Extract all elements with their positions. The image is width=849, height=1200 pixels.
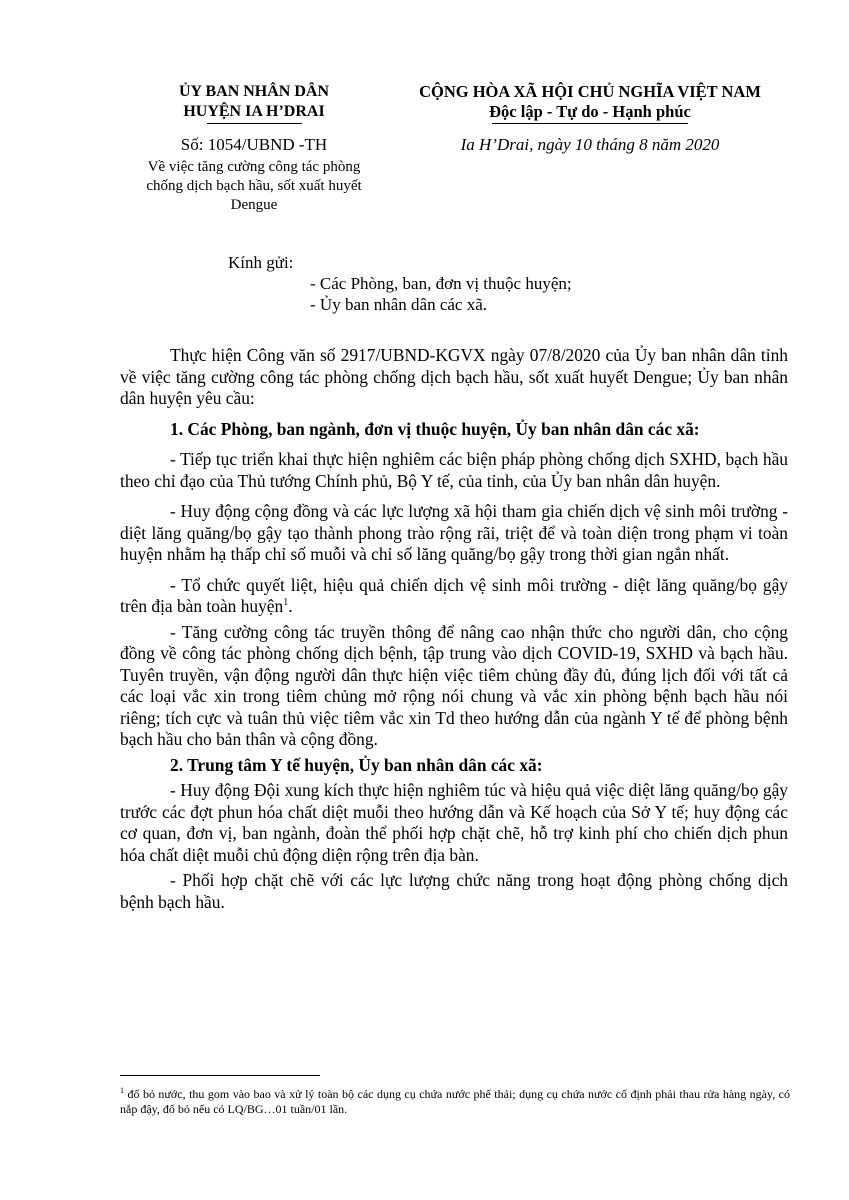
document-body (120, 345, 788, 922)
document-number (118, 135, 390, 155)
paragraph-end: . (288, 596, 293, 616)
footnote-mark: 1 (120, 1086, 124, 1095)
date-suffix: năm 2020 (647, 135, 720, 154)
agency-name-line2: HUYỆN IA H’DRAI (183, 103, 325, 120)
section-1-paragraph: - Tăng cường công tác truyền thông để nâng cao nhận thức cho người dân, cho cộng đồng về công tác phòng chống dịch bệnh, tập trung vào dịch COVID-19, SXHD và bạch hầu. Tuyên truyền, vận động người dân thực hiện việc tiêm chủng đầy đủ, đúng lịch đối với tất cả các loại vắc xin trong tiêm chủng mở rộng nói chung và vắc xin phòng bệnh bạch hầu nói riêng; tích cực và tuân thủ việc tiêm vắc xin Td theo hướng dẫn của ngành Y tế để phòng bệnh bạch hầu cho bản thân và cộng đồng. (120, 621, 788, 749)
date-month: 8 (639, 135, 648, 154)
section-1-paragraph: - Huy động cộng đồng và các lực lượng xã hội tham gia chiến dịch vệ sinh môi trường - diệt lăng quăng/bọ gậy tạo thành phong trào rộng rãi, triệt để và toàn diện trong phạm vi toàn huyện nhằm hạ thấp chỉ số muỗi và chỉ số lăng quăng/bọ gậy trong thời gian ngắn nhất. (120, 501, 788, 564)
issue-date (385, 135, 795, 155)
recipients-block (228, 252, 572, 315)
footnote-reference[interactable]: 1 (283, 597, 289, 609)
paragraph-text: - Tổ chức quyết liệt, hiệu quả chiến dịch vệ sinh môi trường - diệt lăng quăng/bọ gậy trên địa bàn toàn huyện (120, 574, 788, 616)
document-number-prefix: Số: (180, 135, 208, 154)
issuing-agency-block (118, 82, 390, 215)
section-1-paragraph (120, 575, 788, 618)
document-subject: Về việc tăng cường công tác phòng chống dịch bạch hầu, sốt xuất huyết Dengue (146, 159, 362, 213)
section-2-paragraph: - Huy động Đội xung kích thực hiện nghiêm túc và hiệu quả việc diệt lăng quăng/bọ gậy trước các đợt phun hóa chất diệt muỗi theo hướng dẫn và Kế hoạch của Sở Y tế; huy động các cơ quan, đơn vị, ban ngành, đoàn thể phối hợp chặt chẽ, hỗ trợ kinh phí cho chiến dịch phun hóa chất diệt muỗi chủ động diện rộng trên địa bàn. (120, 780, 788, 865)
section-2-paragraph: - Phối hợp chặt chẽ với các lực lượng chức năng trong hoạt động phòng chống dịch bệnh bạch hầu. (120, 870, 788, 912)
national-header-block (385, 82, 795, 155)
national-title: CỘNG HÒA XÃ HỘI CHỦ NGHĨA VIỆT NAM (419, 82, 761, 101)
motto-underline (492, 123, 688, 124)
date-mid: tháng (591, 135, 640, 154)
section-1-title: 1. Các Phòng, ban ngành, đơn vị thuộc huyện, Ủy ban nhân dân các xã: (170, 418, 700, 439)
section-2-title: 2. Trung tâm Y tế huyện, Ủy ban nhân dân các xã: (170, 754, 543, 775)
intro-paragraph: Thực hiện Công văn số 2917/UBND-KGVX ngày 07/8/2020 của Ủy ban nhân dân tỉnh về việc tăng cường công tác phòng chống dịch bạch hầu, sốt xuất huyết Dengue; Ủy ban nhân dân huyện yêu cầu: (120, 345, 788, 408)
document-number-value: 1054 (207, 135, 242, 154)
national-motto: Độc lập - Tự do - Hạnh phúc (489, 102, 691, 121)
section-1-paragraph: - Tiếp tục triển khai thực hiện nghiêm các biện pháp phòng chống dịch SXHD, bạch hầu theo chỉ đạo của Thủ tướng Chính phủ, Bộ Y tế, của tỉnh, của Ủy ban nhân dân huyện. (120, 449, 788, 491)
footnote (120, 1087, 790, 1117)
date-prefix: Ia H’Drai, ngày (460, 135, 575, 154)
recipients-label: Kính gửi: (228, 253, 294, 272)
agency-underline (207, 123, 302, 124)
agency-name-line1: ỦY BAN NHÂN DÂN (178, 83, 330, 100)
document-number-suffix: /UBND -TH (241, 135, 328, 154)
recipient-item: - Ủy ban nhân dân các xã. (310, 295, 488, 314)
footnote-text: đổ bỏ nước, thu gom vào bao và xử lý toàn bộ các dụng cụ chứa nước phế thải; dụng cụ chứa nước cố định phải thau rửa hàng ngày, có nắp đậy, đổ bỏ nếu có LQ/BG…01 tuần/01 lần. (120, 1087, 790, 1116)
date-day: 10 (574, 135, 592, 154)
footnote-separator (120, 1075, 320, 1076)
recipient-item: - Các Phòng, ban, đơn vị thuộc huyện; (310, 274, 572, 293)
